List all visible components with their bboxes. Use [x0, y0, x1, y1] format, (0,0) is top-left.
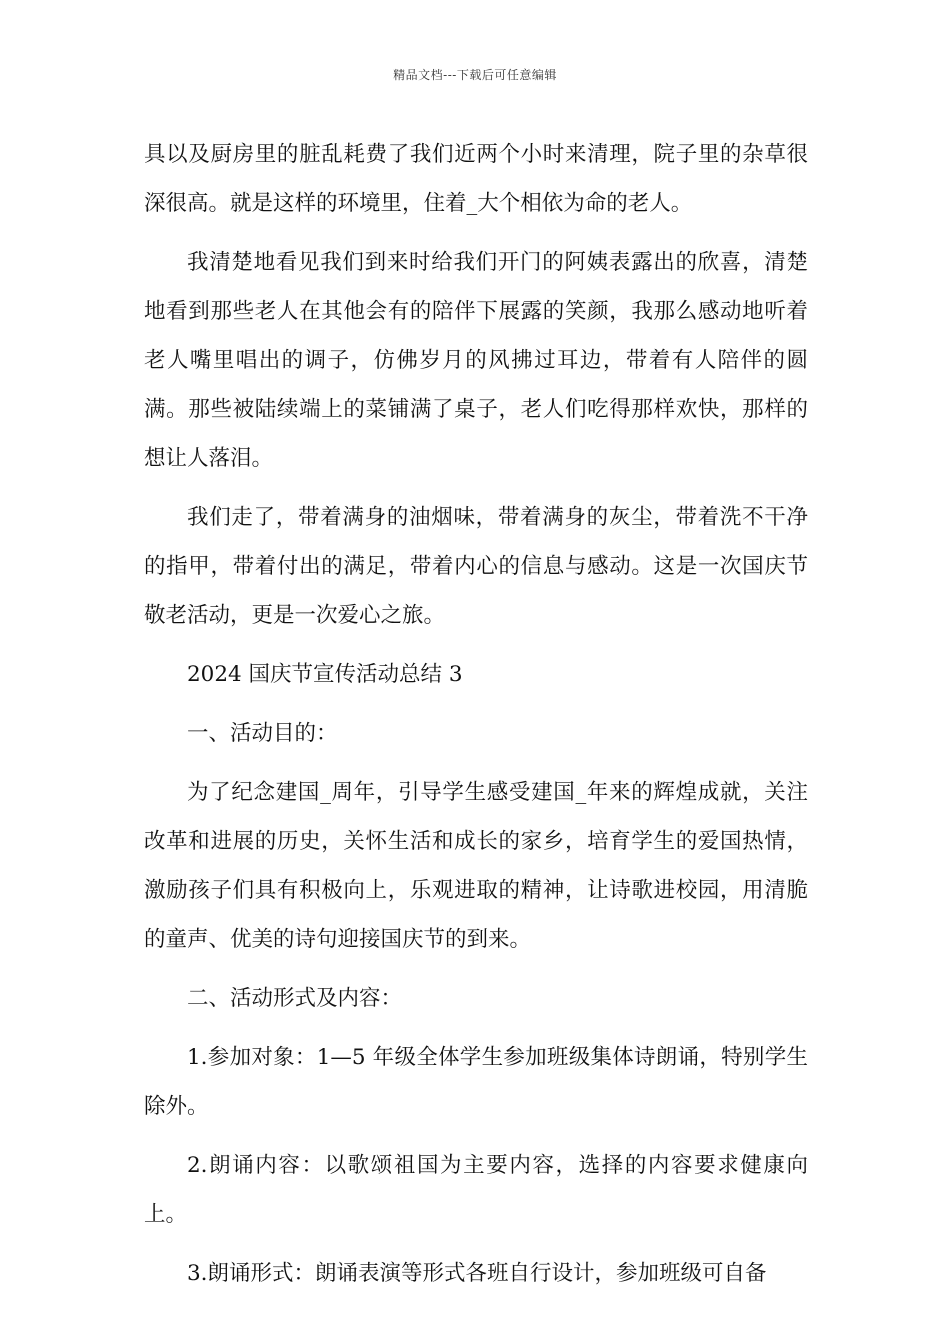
list-item: 1.参加对象：1—5 年级全体学生参加班级集体诗朗诵，特别学生除外。 — [144, 1045, 808, 1119]
list-item: 3.朗诵形式：朗诵表演等形式各班自行设计，参加班级可自备 — [187, 1261, 767, 1286]
section-heading: 二、活动形式及内容： — [187, 986, 403, 1011]
paragraph: 我们走了，带着满身的油烟味，带着满身的灰尘，带着洗不干净的指甲，带着付出的满足，带着内心的信息与感动。这是一次国庆节敬老活动，更是一次爱心之旅。 — [144, 505, 808, 628]
page-header: 精品文档---下载后可任意编辑 — [393, 68, 557, 82]
document-body — [144, 130, 808, 1308]
paragraph: 具以及厨房里的脏乱耗费了我们近两个小时来清理，院子里的杂草很深很高。就是这样的环境里，住着_大个相依为命的老人。 — [144, 142, 808, 216]
section-title: 2024 国庆节宣传活动总结 3 — [187, 662, 463, 687]
section-heading: 一、活动目的： — [187, 721, 338, 746]
paragraph: 我清楚地看见我们到来时给我们开门的阿姨表露出的欣喜，清楚地看到那些老人在其他会有的陪伴下展露的笑颜，我那么感动地听着老人嘴里唱出的调子，仿佛岁月的风拂过耳边，带着有人陪伴的圆满。那些被陆续端上的菜铺满了桌子，老人们吃得那样欢快，那样的想让人落泪。 — [144, 250, 808, 471]
list-item: 2.朗诵内容：以歌颂祖国为主要内容，选择的内容要求健康向上。 — [144, 1153, 808, 1227]
paragraph: 为了纪念建国_周年，引导学生感受建国_年来的辉煌成就，关注改革和进展的历史，关怀生活和成长的家乡，培育学生的爱国热情，激励孩子们具有积极向上，乐观进取的精神，让诗歌进校园，用清脆的童声、优美的诗句迎接国庆节的到来。 — [144, 780, 808, 952]
